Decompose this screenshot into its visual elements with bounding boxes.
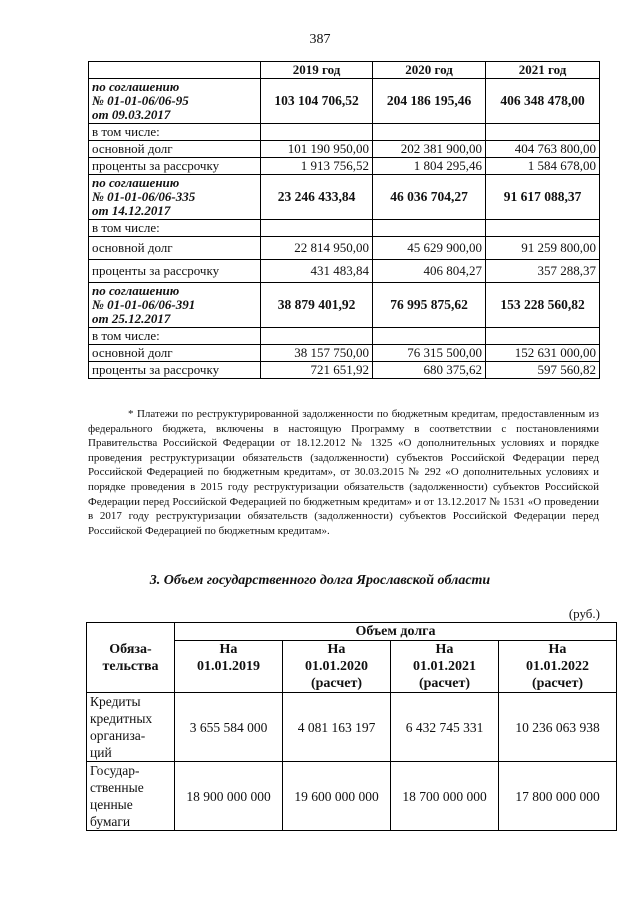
agreement-label: по соглашению № 01-01-06/06-391 от 25.12.2017 [89,283,261,328]
page-number: 387 [309,32,331,47]
agreement-total-value: 38 879 401,92 [261,283,373,328]
including-row [89,328,600,345]
obligations-header: Обяза- тельства [87,623,175,693]
interest-row [89,362,600,379]
cell-value: 6 432 745 331 [391,693,499,762]
table-row [87,693,617,762]
row-label: основной долг [89,345,261,362]
cell-value: 1 913 756,52 [261,158,373,175]
interest-row [89,158,600,175]
cell-value: 18 900 000 000 [175,762,283,831]
including-row [89,220,600,237]
principal-row [89,141,600,158]
row-label: основной долг [89,237,261,260]
cell-value: 18 700 000 000 [391,762,499,831]
agreement-total-value: 46 036 704,27 [373,175,486,220]
row-label: основной долг [89,141,261,158]
agreement-total-value: 153 228 560,82 [486,283,600,328]
debt-volume-header: Объем долга [175,623,617,641]
year-header-row [89,62,600,79]
cell-value: 431 483,84 [261,260,373,283]
footnote: * Платежи по реструктурированной задолженности по бюджетным кредитам, предоставленным из федерального бюджета, включены в настоящую Программу в соответствии с постановлениями Правительства Российской Федерации от 18.12.2012 № 1325 «О дополнительных условиях и порядке проведения реструктуризации обязательств (задолженности) субъектов Российской Федерации перед Российской Федерацией по бюджетным кредитам», от 30.03.2015 № 292 «О дополнительных условиях и порядке проведения в 2015 году реструктуризации обязательств (задолженности) субъектов Российской Федерации перед Российской Федерацией по бюджетным кредитам» и от 13.12.2017 № 1531 «О проведении в 2017 году реструктуризации обязательств (задолженности) субъектов Российской Федерации перед Российской Федерацией по бюджетным кредитам». [88,408,599,537]
interest-row [89,260,600,283]
cell-value: 17 800 000 000 [499,762,617,831]
year-header: 2020 год [373,62,486,79]
including-label: в том числе: [89,328,261,345]
agreement-total-value: 204 186 195,46 [373,79,486,124]
agreement-total-value: 91 617 088,37 [486,175,600,220]
agreement-total-value: 76 995 875,62 [373,283,486,328]
date-header: На 01.01.2020 (расчет) [283,641,391,693]
agreement-total-row [89,283,600,328]
including-row [89,124,600,141]
cell-value: 357 288,37 [486,260,600,283]
cell-value: 19 600 000 000 [283,762,391,831]
state-debt-table [86,622,617,831]
cell-value: 202 381 900,00 [373,141,486,158]
cell-value: 406 804,27 [373,260,486,283]
date-header: На 01.01.2022 (расчет) [499,641,617,693]
cell-value: 1 804 295,46 [373,158,486,175]
including-label: в том числе: [89,220,261,237]
row-label: проценты за рассрочку [89,260,261,283]
cell-value: 38 157 750,00 [261,345,373,362]
empty-header-cell [89,62,261,79]
row-label: Кредиты кредитных организа- ций [87,693,175,762]
cell-value: 76 315 500,00 [373,345,486,362]
year-header: 2019 год [261,62,373,79]
date-header: На 01.01.2021 (расчет) [391,641,499,693]
cell-value: 101 190 950,00 [261,141,373,158]
agreement-total-value: 406 348 478,00 [486,79,600,124]
cell-value: 597 560,82 [486,362,600,379]
principal-row [89,345,600,362]
restructured-debt-table [88,61,600,379]
agreement-label: по соглашению № 01-01-06/06-335 от 14.12.2017 [89,175,261,220]
cell-value: 45 629 900,00 [373,237,486,260]
agreement-label: по соглашению № 01-01-06/06-95 от 09.03.2017 [89,79,261,124]
row-label: Государ- ственные ценные бумаги [87,762,175,831]
cell-value: 152 631 000,00 [486,345,600,362]
cell-value: 1 584 678,00 [486,158,600,175]
agreement-total-value: 23 246 433,84 [261,175,373,220]
agreement-total-row [89,175,600,220]
cell-value: 3 655 584 000 [175,693,283,762]
table-row [87,762,617,831]
date-header: На 01.01.2019 [175,641,283,693]
cell-value: 721 651,92 [261,362,373,379]
cell-value: 680 375,62 [373,362,486,379]
section-title: 3. Объем государственного долга Ярославской области [149,573,491,588]
principal-row [89,237,600,260]
including-label: в том числе: [89,124,261,141]
unit-label: (руб.) [568,606,600,621]
agreement-total-row [89,79,600,124]
cell-value: 10 236 063 938 [499,693,617,762]
cell-value: 4 081 163 197 [283,693,391,762]
year-header: 2021 год [486,62,600,79]
agreement-total-value: 103 104 706,52 [261,79,373,124]
cell-value: 22 814 950,00 [261,237,373,260]
group-header-row [87,623,617,641]
row-label: проценты за рассрочку [89,362,261,379]
cell-value: 91 259 800,00 [486,237,600,260]
cell-value: 404 763 800,00 [486,141,600,158]
row-label: проценты за рассрочку [89,158,261,175]
